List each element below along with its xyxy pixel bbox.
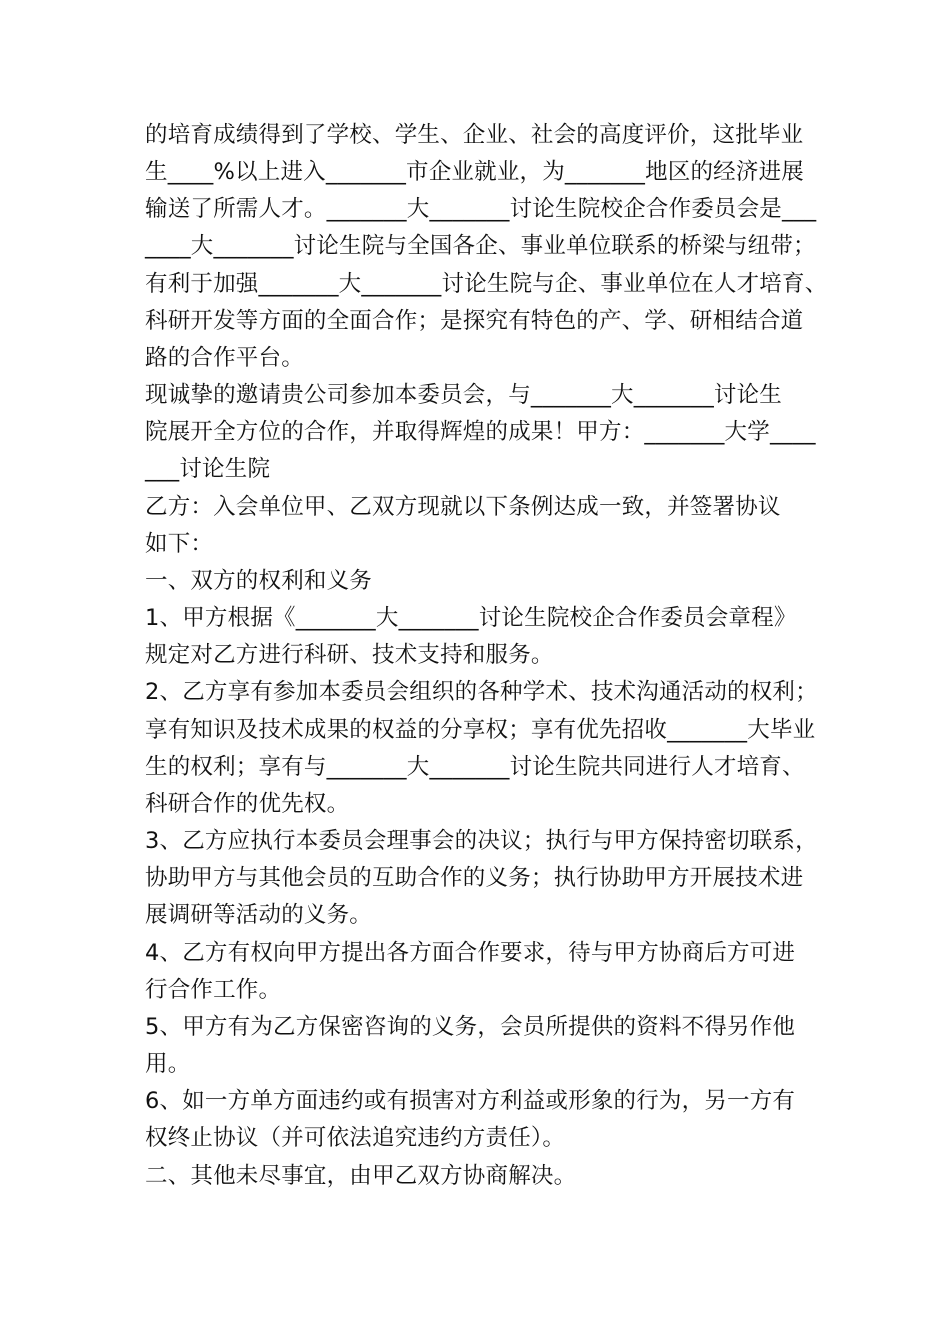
section-heading-2: 二、其他未尽事宜，由甲乙双方协商解决。 — [145, 1163, 577, 1189]
text-line-15: 规定对乙方进行科研、技术支持和服务。 — [145, 642, 554, 668]
text-line-12: 如下： — [145, 531, 214, 557]
text-line-5: 有利于加强_______大_______讨论生院与企、事业单位在人才培育、 — [145, 271, 828, 297]
text-line-24: 行合作工作。 — [145, 977, 282, 1003]
text-line-4: ____大_______讨论生院与全国各企、事业单位联系的桥梁与纽带； — [145, 233, 816, 259]
text-line-1: 的培育成绩得到了学校、学生、企业、社会的高度评价，这批毕业 — [145, 122, 804, 148]
text-line-20: 3、乙方应执行本委员会理事会的决议；执行与甲方保持密切联系， — [145, 828, 818, 854]
text-line-6: 科研开发等方面的全面合作；是探究有特色的产、学、研相结合道 — [145, 308, 804, 334]
text-line-19: 科研合作的优先权。 — [145, 791, 350, 817]
text-line-18: 生的权利；享有与_______大_______讨论生院共同进行人才培育、 — [145, 754, 805, 780]
text-line-28: 权终止协议（并可依法追究违约方责任）。 — [145, 1125, 566, 1151]
text-line-22: 展调研等活动的义务。 — [145, 902, 373, 928]
text-line-14: 1、甲方根据《_______大_______讨论生院校企合作委员会章程》 — [145, 605, 797, 631]
text-line-7: 路的合作平台。 — [145, 345, 304, 371]
text-line-2: 生____%以上进入_______市企业就业，为_______地区的经济进展 — [145, 159, 804, 185]
text-line-16: 2、乙方享有参加本委员会组织的各种学术、技术沟通活动的权利； — [145, 679, 818, 705]
text-line-11: 乙方：入会单位甲、乙双方现就以下条例达成一致，并签署协议 — [145, 494, 781, 520]
text-line-21: 协助甲方与其他会员的互助合作的义务；执行协助甲方开展技术进 — [145, 865, 804, 891]
text-line-26: 用。 — [145, 1051, 191, 1077]
text-line-9: 院展开全方位的合作，并取得辉煌的成果！甲方：_______大学____ — [145, 419, 816, 445]
text-line-3: 输送了所需人才。_______大_______讨论生院校企合作委员会是___ — [145, 196, 817, 222]
text-line-8: 现诚挚的邀请贵公司参加本委员会，与_______大_______讨论生 — [145, 382, 783, 408]
text-line-27: 6、如一方单方面违约或有损害对方利益或形象的行为，另一方有 — [145, 1088, 796, 1114]
text-line-17: 享有知识及技术成果的权益的分享权；享有优先招收_______大毕业 — [145, 717, 816, 743]
text-line-23: 4、乙方有权向甲方提出各方面合作要求，待与甲方协商后方可进 — [145, 940, 796, 966]
text-line-25: 5、甲方有为乙方保密咨询的义务，会员所提供的资料不得另作他 — [145, 1014, 796, 1040]
section-heading-1: 一、双方的权利和义务 — [145, 568, 373, 594]
text-line-10: ___讨论生院 — [145, 456, 271, 482]
